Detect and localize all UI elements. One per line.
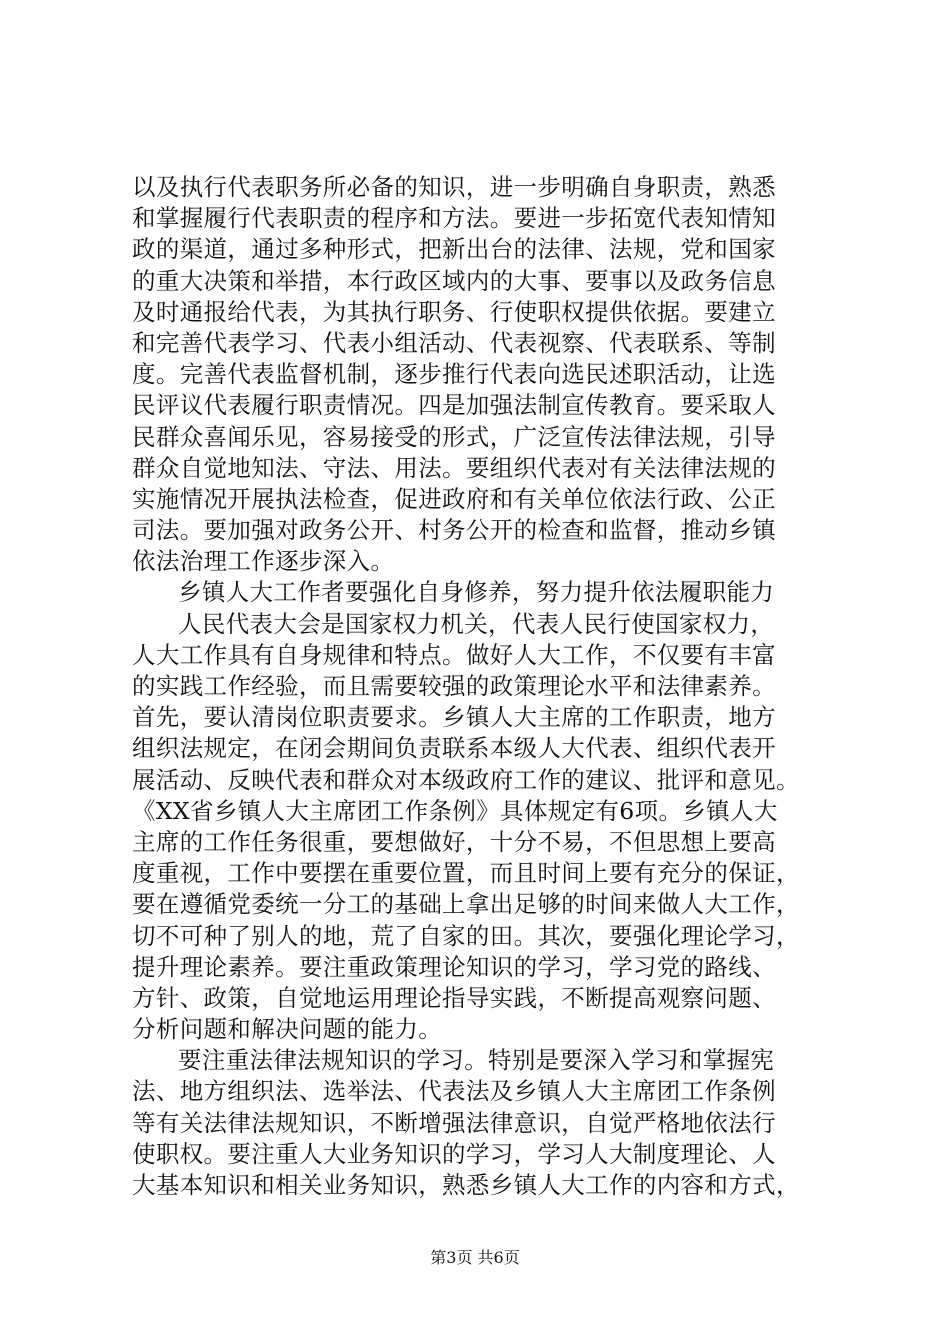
text-line: 《XX省乡镇人大主席团工作条例》具体规定有6项。乡镇人大	[132, 796, 778, 825]
text-line: 主席的工作任务很重，要想做好，十分不易，不但思想上要高	[132, 827, 776, 856]
text-line: 民群众喜闻乐见，容易接受的形式，广泛宣传法律法规，引导	[132, 422, 776, 451]
text-line: 的重大决策和举措，本行政区域内的大事、要事以及政务信息	[132, 266, 776, 295]
text-line: 大基本知识和相关业务知识，熟悉乡镇人大工作的内容和方式，	[132, 1171, 800, 1199]
text-line: 度重视，工作中要摆在重要位置，而且时间上要有充分的保证，	[132, 859, 800, 888]
text-line: 和完善代表学习、代表小组活动、代表视察、代表联系、等制	[132, 328, 776, 357]
text-line: 群众自觉地知法、守法、用法。要组织代表对有关法律法规的	[132, 453, 776, 482]
text-line: 首先，要认清岗位职责要求。乡镇人大主席的工作职责，地方	[132, 703, 776, 732]
section-heading: 乡镇人大工作者要强化自身修养，努力提升依法履职能力	[178, 578, 775, 607]
text-line: 政的渠道，通过多种形式，把新出台的法律、法规，党和国家	[132, 235, 776, 264]
text-line: 人大工作具有自身规律和特点。做好人大工作，不仅要有丰富	[132, 640, 776, 669]
text-line: 民评议代表履行职责情况。四是加强法制宣传教育。要采取人	[132, 391, 776, 420]
text-line: 法、地方组织法、选举法、代表法及乡镇人大主席团工作条例	[132, 1077, 776, 1106]
text-line: 以及执行代表职务所必备的知识，进一步明确自身职责，熟悉	[132, 173, 776, 201]
text-line: 实施情况开展执法检查，促进政府和有关单位依法行政、公正	[132, 484, 776, 513]
text-line: 方针、政策，自觉地运用理论指导实践，不断提高观察问题、	[132, 983, 776, 1012]
text-line: 度。完善代表监督机制，逐步推行代表向选民述职活动，让选	[132, 360, 776, 389]
text-line: 提升理论素养。要注重政策理论知识的学习，学习党的路线、	[132, 952, 776, 981]
text-line: 分析问题和解决问题的能力。	[132, 1015, 443, 1044]
text-line: 及时通报给代表，为其执行职务、行使职权提供依据。要建立	[132, 297, 776, 326]
paragraph-start-line: 人民代表大会是国家权力机关，代表人民行使国家权力，	[178, 609, 775, 638]
text-line: 司法。要加强对政务公开、村务公开的检查和监督，推动乡镇	[132, 516, 776, 545]
text-line: 和掌握履行代表职责的程序和方法。要进一步拓宽代表知情知	[132, 204, 776, 233]
text-line: 展活动、反映代表和群众对本级政府工作的建议、批评和意见。	[132, 765, 800, 794]
text-line: 要在遵循党委统一分工的基础上拿出足够的时间来做人大工作，	[132, 890, 800, 919]
text-line: 切不可种了别人的地，荒了自家的田。其次，要强化理论学习，	[132, 921, 800, 950]
text-line: 等有关法律法规知识，不断增强法律意识，自觉严格地依法行	[132, 1108, 776, 1137]
text-line: 的实践工作经验，而且需要较强的政策理论水平和法律素养。	[132, 672, 776, 700]
text-line: 组织法规定，在闭会期间负责联系本级人大代表、组织代表开	[132, 734, 776, 763]
paragraph-start-line: 要注重法律法规知识的学习。特别是要深入学习和掌握宪	[178, 1046, 775, 1075]
document-body	[132, 172, 832, 1201]
page-number-footer: 第3页 共6页	[430, 1248, 520, 1267]
text-line: 使职权。要注重人大业务知识的学习，学习人大制度理论、人	[132, 1139, 776, 1168]
text-line: 依法治理工作逐步深入。	[132, 547, 395, 576]
